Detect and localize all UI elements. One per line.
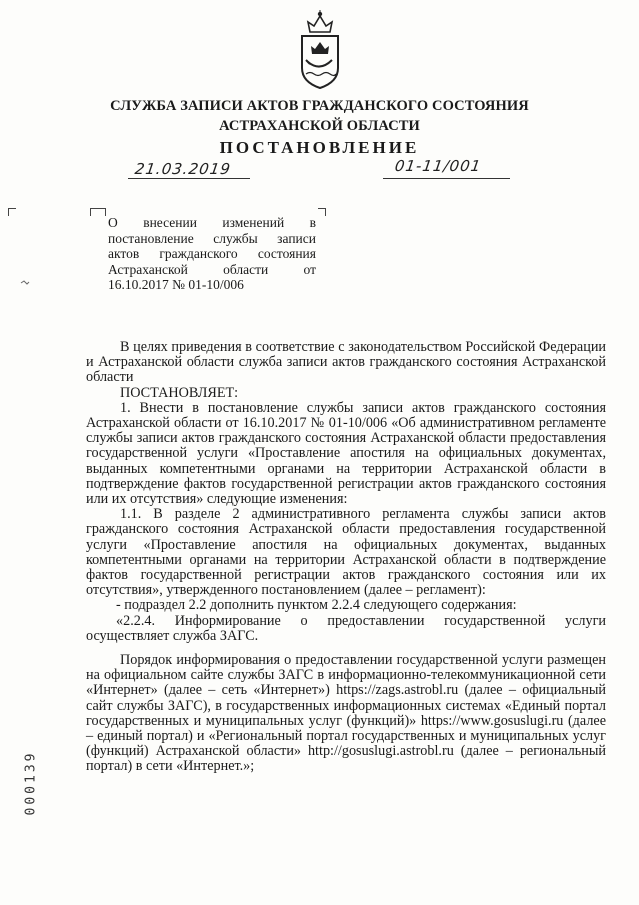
scan-artifact: [20, 280, 30, 286]
clause-1-1-paragraph: 1.1. В разделе 2 административного регламента службы записи актов гражданского состояния Астраханской области предоставления государственной услуги «Проставление апостиля на официальных документах, выданных компетентными органами на территории Астраханской области в подтверждение фактов государственной регистрации актов гражданского состояния или их отсутствия», утвержденного постановлением (далее – регламент):: [86, 506, 606, 599]
number-underline: [383, 178, 510, 179]
subject-corner-mark: [318, 208, 326, 216]
subject-heading: О внесении изменений в постановление службы записи актов гражданского состояния Астраханской области от 16.10.2017 № 01-10/006: [108, 215, 316, 292]
serial-number-stamp: [16, 708, 46, 858]
clause-1-paragraph: 1. Внести в постановление службы записи актов гражданского состояния Астраханской области от 16.10.2017 № 01-10/006 «Об административном регламенте службы записи актов гражданского состояния Астраханской области предоставления государственной услуги «Проставление апостиля на официальных документах, выданных компетентными органами на территории Астраханской области в подтверждение фактов государственной регистрации актов гражданского состояния или их отсутствия» следующие изменения:: [86, 399, 606, 508]
handwritten-date: 21.03.2019: [133, 160, 233, 178]
clause-2-2-4-paragraph: «2.2.4. Информирование о предоставлении государственной услуги осуществляет служба ЗАГС.: [86, 612, 606, 644]
org-name-line1: СЛУЖБА ЗАПИСИ АКТОВ ГРАЖДАНСКОГО СОСТОЯНИЯ: [110, 98, 529, 114]
handwritten-number: 01-11/001: [393, 157, 483, 175]
preamble-paragraph: В целях приведения в соответствие с законодательством Российской Федерации и Астраханской области служба записи актов гражданского состояния Астраханской области: [86, 339, 606, 386]
resolves-paragraph: ПОСТАНОВЛЯЕТ:: [120, 384, 239, 401]
document-body: [86, 340, 606, 775]
margin-corner-mark: [8, 208, 16, 216]
subject-corner-mark: [90, 208, 98, 216]
org-name-line2: АСТРАХАНСКОЙ ОБЛАСТИ: [219, 118, 420, 134]
informing-procedure-paragraph: Порядок информирования о предоставлении государственной услуги размещен на официальном сайте службы ЗАГС в информационно-телекоммуникационной сети «Интернет» (далее – сеть «Интернет») https://zags.astrobl.ru (далее – официальный сайт службы ЗАГС), в государственных информационных системах «Единый портал государственных и муниципальных услуг (функций)» https://www.gosuslugi.ru (далее – единый портал) и «Региональный портал государственных и муниципальных услуг (функций) Астраханской области» http://gosuslugi.astrobl.ru (далее – региональный портал) в сети «Интернет.»;: [86, 652, 606, 775]
serial-number: 000139: [23, 750, 39, 816]
subsection-instruction-paragraph: - подраздел 2.2 дополнить пунктом 2.2.4 следующего содержания:: [116, 597, 517, 614]
date-underline: [128, 178, 250, 179]
coat-of-arms-emblem: [296, 10, 344, 90]
document-type-title: ПОСТАНОВЛЕНИЕ: [219, 138, 420, 157]
subject-corner-mark: [98, 208, 106, 216]
